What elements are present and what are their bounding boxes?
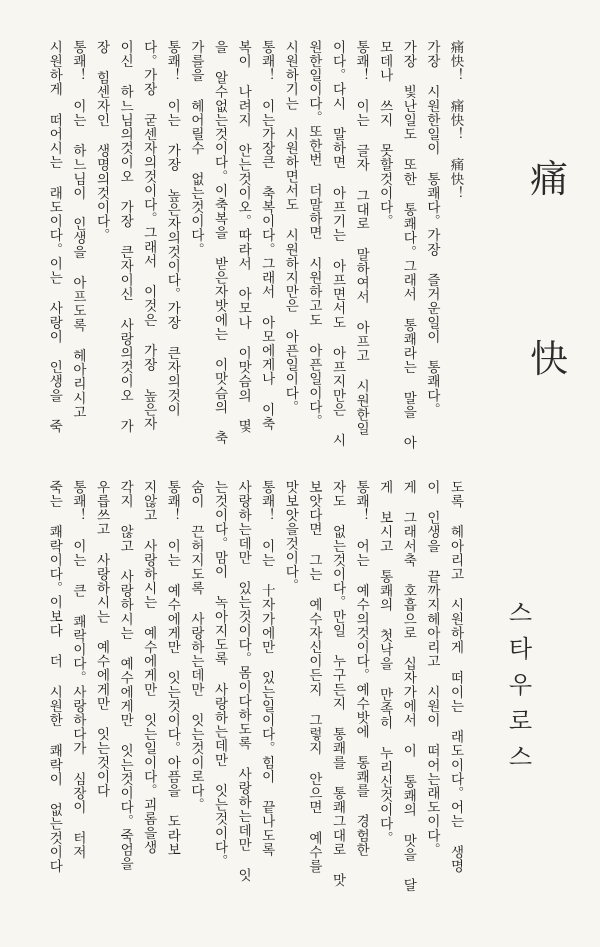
text-column: 통쾌！ 이는 가장 높은자의것이다。가장 큰자의것이: [164, 40, 181, 417]
text-column: 지않고 사랑하시는 예수에게만 잇는일이다。괴롬을생: [140, 480, 157, 855]
text-column: 숨이 끈허지도록 사랑하는데만 잇는것이로다。: [187, 480, 204, 812]
text-column: 가장 빛난일도 또한 통쾌다。그래서 통쾌라는 말을 아: [400, 40, 417, 450]
text-column: 을 알수없는것이다。이축복을 받은자밧에는 이맛슴의 축: [211, 40, 228, 445]
text-column: 사랑하는데만 있는것이다。몸이다하도록 사랑하는데만 잇: [235, 480, 252, 883]
text-column: 통쾌！ 이는가장큰 축복이다。그래서 아모에게나 이축: [258, 40, 275, 431]
text-column: 각지 않고 사랑하시는 예수에게만 잇는것이다。죽엄을: [117, 480, 134, 871]
text-column: 는것이다。맘이 녹아지도록 사랑하는데만 잇는것이다。: [211, 480, 228, 869]
text-column: 시원하게 떠어시는 래도이다。이는 사랑이 인생을 죽: [46, 40, 63, 434]
text-column: 통쾌！ 이는 예수에게만 잇는것이다。아픔을 도라보: [164, 480, 181, 857]
text-column: 가장 시원한일이 통쾌다。가장 즐거운일이 통쾌다。: [423, 40, 440, 417]
text-column: 모데나 쓰지 못할것이다。: [376, 40, 393, 229]
text-column: 우릅쓰고 사랑하시는 예수에게만 잇는것이다: [93, 480, 110, 798]
text-column: 이다。다시 말하면 아프기는 아프면서도 아프지만은 시: [329, 40, 346, 448]
text-column: 통쾌！ 이는 글자 그대로 말하여서 아프고 시원한일: [353, 40, 370, 436]
text-column: 이 인생을 끝까지헤아리고 시원이 떠어는래도이다。: [423, 480, 440, 857]
text-column: 통쾌！ 이는 하느님이 인생을 아프도록 헤아리시고: [69, 40, 86, 420]
title-char-1: 痛: [530, 157, 569, 201]
text-column: 이신 하느님의것이오 가장 큰자이신 사랑의것이오 가: [117, 40, 134, 434]
author-name: 스타우로스: [504, 600, 532, 780]
text-column: 자도 없는것이다。만일 누구든지 통쾌를 통쾌그대로 맛: [329, 480, 346, 888]
title-char-2: 快: [530, 337, 569, 381]
text-column: 가를을 헤어릴수 없는것이다。: [187, 40, 204, 257]
text-column: 통쾌！ 이는 十자가에만 있는일이다。힘이 끝나도록: [258, 480, 275, 857]
text-column: 장 힘센자인 생명의것이다。: [93, 40, 110, 243]
text-column: 원한일이다。또한번 더말하면 시원하고도 아픈일이다。: [305, 40, 322, 429]
text-column: 맛보앗을것이다。: [282, 480, 299, 593]
text-column: 시원하기는 시원하면서도 시원하지만은 아픈일이다。: [282, 40, 299, 415]
text-column: 보앗다면 그는 예수자신이든지 그렇지 안으면 예수를: [305, 480, 322, 874]
text-column: 통쾌！ 어는 예수의것이다。예수밧에 통쾌를 경험한: [353, 480, 370, 857]
text-column: 죽는 쾌락이다。이보다 더 시원한 쾌락이 없는것이다: [46, 480, 63, 874]
text-column: 게 보시고 통쾌의 첫낙을 만족히 누리신것이다。: [376, 480, 393, 845]
text-column: 다。가장 굳센자의것이다。그래서 이것은 가장 높은자: [140, 40, 157, 431]
text-column: 통쾌！ 이는 큰 쾌락이다。사랑하다가 심장이 터저: [69, 480, 86, 860]
text-column: 도록 헤아리고 시원하게 떠이는 래도이다。어는 생명: [447, 480, 464, 874]
text-column: 痛快！ 痛快！ 痛快！: [447, 40, 464, 201]
text-column: 게 그래서축 호흡으로 십자가에서 이 통쾌의 맛을 달: [400, 480, 417, 893]
text-column: 복이 나려지 안는것이오。따라서 아모나 이맛슴의 몇: [235, 40, 252, 434]
